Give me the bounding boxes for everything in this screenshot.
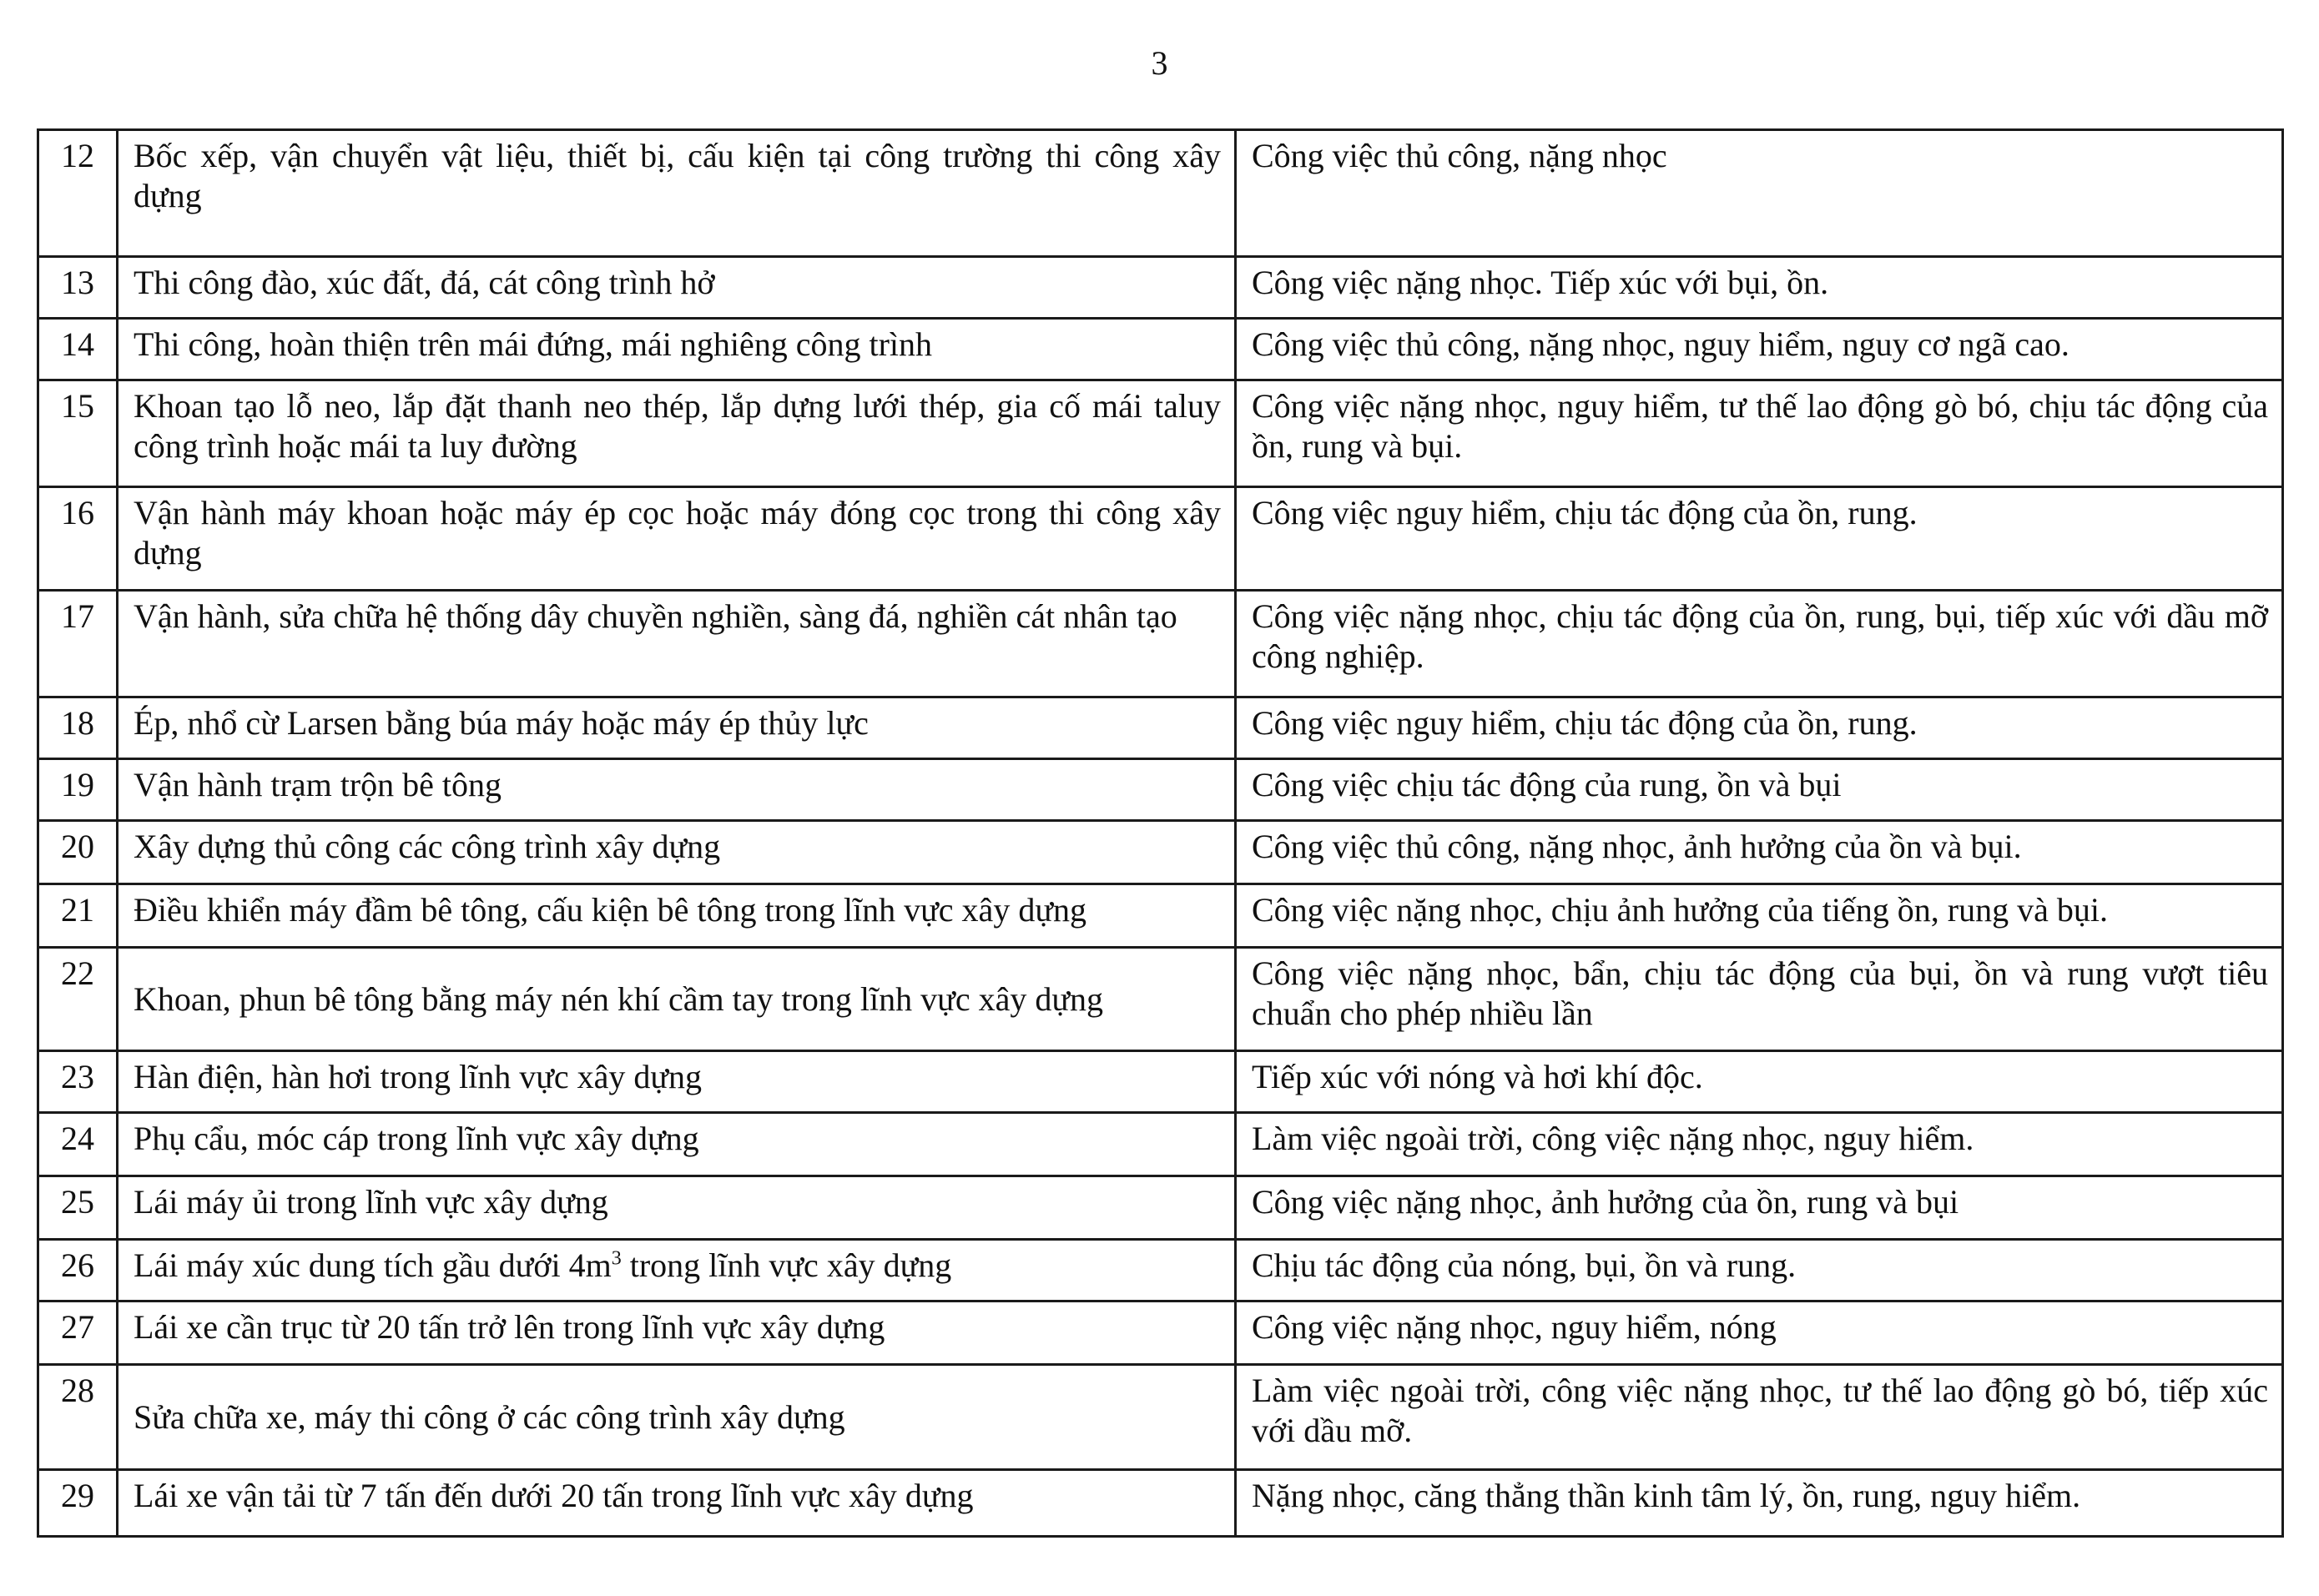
working-conditions: Công việc nặng nhọc, chịu ảnh hưởng của tiếng ồn, rung và bụi. xyxy=(1236,884,2283,948)
row-number: 14 xyxy=(38,319,118,380)
working-conditions: Chịu tác động của nóng, bụi, ồn và rung. xyxy=(1236,1240,2283,1301)
working-conditions: Công việc thủ công, nặng nhọc, nguy hiểm, nguy cơ ngã cao. xyxy=(1236,319,2283,380)
row-number: 22 xyxy=(38,948,118,1051)
job-description: Thi công đào, xúc đất, đá, cát công trình hở xyxy=(118,257,1236,319)
row-number: 17 xyxy=(38,591,118,697)
working-conditions: Công việc nguy hiểm, chịu tác động của ồn, rung. xyxy=(1236,487,2283,591)
working-conditions: Công việc nguy hiểm, chịu tác động của ồn, rung. xyxy=(1236,697,2283,759)
row-number: 26 xyxy=(38,1240,118,1301)
row-number: 29 xyxy=(38,1470,118,1537)
superscript-exponent: 3 xyxy=(611,1247,622,1270)
row-number: 23 xyxy=(38,1051,118,1113)
table-row xyxy=(38,1176,2283,1240)
table-row xyxy=(38,1240,2283,1301)
working-conditions: Làm việc ngoài trời, công việc nặng nhọc, tư thế lao động gò bó, tiếp xúc với dầu mỡ. xyxy=(1236,1365,2283,1470)
row-number: 18 xyxy=(38,697,118,759)
row-number: 16 xyxy=(38,487,118,591)
row-number: 20 xyxy=(38,821,118,884)
row-number: 27 xyxy=(38,1301,118,1365)
working-conditions: Tiếp xúc với nóng và hơi khí độc. xyxy=(1236,1051,2283,1113)
table-row xyxy=(38,1365,2283,1470)
table-row xyxy=(38,319,2283,380)
job-description: Thi công, hoàn thiện trên mái đứng, mái nghiêng công trình xyxy=(118,319,1236,380)
table-row xyxy=(38,130,2283,257)
job-description: Bốc xếp, vận chuyển vật liệu, thiết bị, cấu kiện tại công trường thi công xây dựng xyxy=(118,130,1236,257)
working-conditions: Công việc nặng nhọc. Tiếp xúc với bụi, ồn. xyxy=(1236,257,2283,319)
job-description: Phụ cẩu, móc cáp trong lĩnh vực xây dựng xyxy=(118,1113,1236,1176)
row-number: 15 xyxy=(38,380,118,487)
job-description: Vận hành trạm trộn bê tông xyxy=(118,759,1236,821)
row-number: 25 xyxy=(38,1176,118,1240)
job-description-text: Lái máy xúc dung tích gầu dưới 4m xyxy=(134,1246,612,1284)
working-conditions: Công việc nặng nhọc, nguy hiểm, nóng xyxy=(1236,1301,2283,1365)
table-row xyxy=(38,884,2283,948)
job-description-text: trong lĩnh vực xây dựng xyxy=(621,1246,952,1284)
row-number: 19 xyxy=(38,759,118,821)
table-row xyxy=(38,380,2283,487)
job-description: Sửa chữa xe, máy thi công ở các công trình xây dựng xyxy=(118,1365,1236,1470)
job-description: Ép, nhổ cừ Larsen bằng búa máy hoặc máy ép thủy lực xyxy=(118,697,1236,759)
working-conditions: Công việc nặng nhọc, nguy hiểm, tư thế lao động gò bó, chịu tác động của ồn, rung và bụi. xyxy=(1236,380,2283,487)
occupation-table xyxy=(37,128,2284,1538)
table-row xyxy=(38,1051,2283,1113)
working-conditions: Công việc nặng nhọc, bẩn, chịu tác động của bụi, ồn và rung vượt tiêu chuẩn cho phép nhiều lần xyxy=(1236,948,2283,1051)
working-conditions: Công việc thủ công, nặng nhọc xyxy=(1236,130,2283,257)
table-row xyxy=(38,697,2283,759)
working-conditions: Công việc chịu tác động của rung, ồn và bụi xyxy=(1236,759,2283,821)
job-description: Khoan, phun bê tông bằng máy nén khí cầm tay trong lĩnh vực xây dựng xyxy=(118,948,1236,1051)
table-row xyxy=(38,591,2283,697)
working-conditions: Nặng nhọc, căng thẳng thần kinh tâm lý, ồn, rung, nguy hiểm. xyxy=(1236,1470,2283,1537)
job-description: Lái xe cần trục từ 20 tấn trở lên trong lĩnh vực xây dựng xyxy=(118,1301,1236,1365)
table-row xyxy=(38,1470,2283,1537)
job-description: Lái máy ủi trong lĩnh vực xây dựng xyxy=(118,1176,1236,1240)
job-description: Vận hành, sửa chữa hệ thống dây chuyền nghiền, sàng đá, nghiền cát nhân tạo xyxy=(118,591,1236,697)
row-number: 13 xyxy=(38,257,118,319)
table-row xyxy=(38,1113,2283,1176)
job-description: Vận hành máy khoan hoặc máy ép cọc hoặc máy đóng cọc trong thi công xây dựng xyxy=(118,487,1236,591)
job-description: Khoan tạo lỗ neo, lắp đặt thanh neo thép, lắp dựng lưới thép, gia cố mái taluy công trình hoặc mái ta luy đường xyxy=(118,380,1236,487)
working-conditions: Công việc nặng nhọc, ảnh hưởng của ồn, rung và bụi xyxy=(1236,1176,2283,1240)
job-description xyxy=(118,1240,1236,1301)
table-row xyxy=(38,257,2283,319)
table-row xyxy=(38,1301,2283,1365)
table-row xyxy=(38,821,2283,884)
table-row xyxy=(38,759,2283,821)
row-number: 28 xyxy=(38,1365,118,1470)
working-conditions: Làm việc ngoài trời, công việc nặng nhọc, nguy hiểm. xyxy=(1236,1113,2283,1176)
job-description: Điều khiển máy đầm bê tông, cấu kiện bê tông trong lĩnh vực xây dựng xyxy=(118,884,1236,948)
table-row xyxy=(38,487,2283,591)
job-description: Hàn điện, hàn hơi trong lĩnh vực xây dựng xyxy=(118,1051,1236,1113)
job-description: Lái xe vận tải từ 7 tấn đến dưới 20 tấn trong lĩnh vực xây dựng xyxy=(118,1470,1236,1537)
row-number: 12 xyxy=(38,130,118,257)
table-row xyxy=(38,948,2283,1051)
row-number: 21 xyxy=(38,884,118,948)
page-number: 3 xyxy=(1151,44,1168,82)
job-description: Xây dựng thủ công các công trình xây dựng xyxy=(118,821,1236,884)
working-conditions: Công việc nặng nhọc, chịu tác động của ồn, rung, bụi, tiếp xúc với dầu mỡ công nghiệp. xyxy=(1236,591,2283,697)
row-number: 24 xyxy=(38,1113,118,1176)
working-conditions: Công việc thủ công, nặng nhọc, ảnh hưởng của ồn và bụi. xyxy=(1236,821,2283,884)
